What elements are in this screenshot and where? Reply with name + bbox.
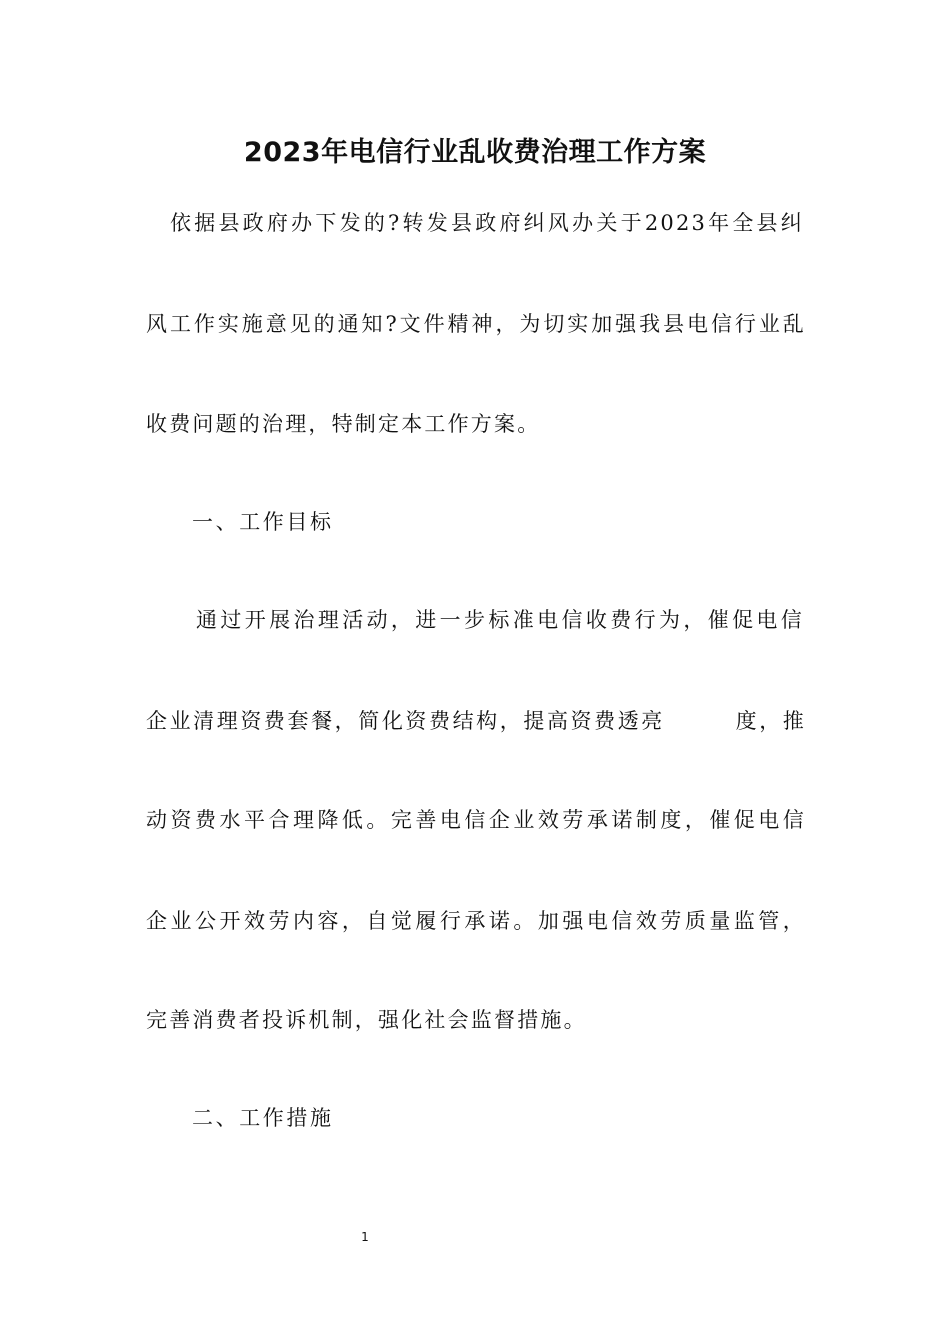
goals-line-5: 完善消费者投诉机制，强化社会监督措施。 — [146, 1008, 587, 1032]
intro-line-1: 依据县政府办下发的?转发县政府纠风办关于2023年全县纠 — [170, 211, 804, 235]
intro-line-2: 风工作实施意见的通知?文件精神，为切实加强我县电信行业乱 — [146, 312, 806, 336]
page-number: 1 — [361, 1230, 369, 1244]
section-heading-goals: 一、工作目标 — [192, 510, 334, 534]
intro-line-3: 收费问题的治理，特制定本工作方案。 — [146, 412, 541, 436]
page-title: 2023年电信行业乱收费治理工作方案 — [243, 137, 707, 168]
goals-line-3: 动资费水平合理降低。完善电信企业效劳承诺制度，催促电信 — [146, 808, 806, 832]
goals-line-4: 企业公开效劳内容，自觉履行承诺。加强电信效劳质量监管， — [146, 909, 806, 933]
goals-line-1: 通过开展治理活动，进一步标准电信收费行为，催促电信 — [196, 608, 804, 632]
goals-line-2: 企业清理资费套餐，简化资费结构，提高资费透亮 度，推 — [146, 709, 806, 733]
section-heading-measures: 二、工作措施 — [192, 1106, 334, 1130]
